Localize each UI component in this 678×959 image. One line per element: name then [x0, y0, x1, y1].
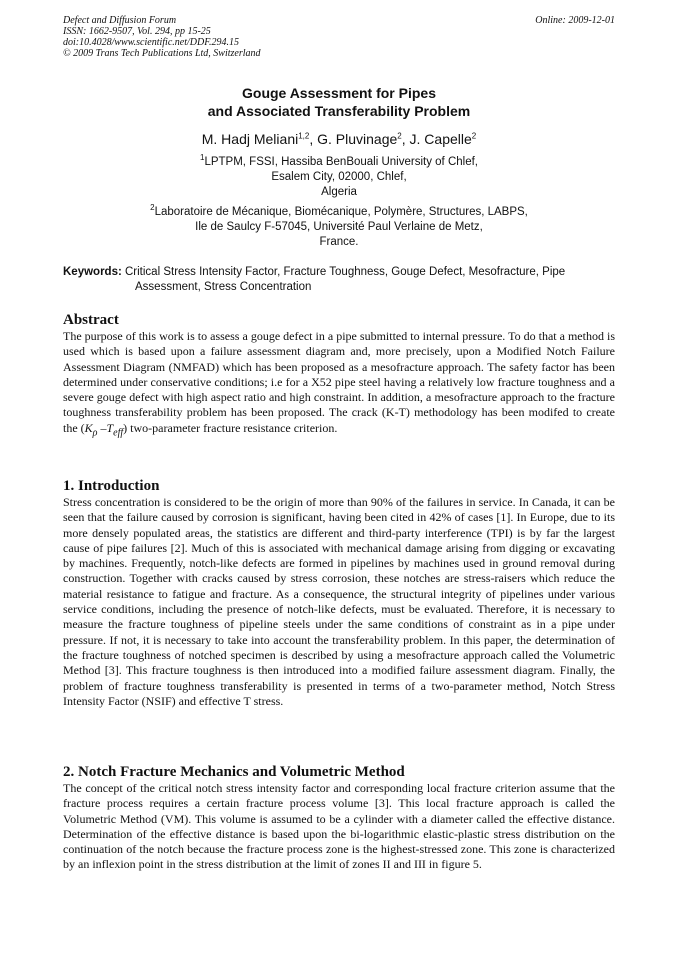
keywords-label: Keywords: [63, 266, 122, 278]
abstract-paragraph [63, 329, 615, 440]
affil-line: LPTPM, FSSI, Hassiba BenBouali University of Chlef, [204, 156, 478, 168]
affil-line: France. [319, 236, 359, 248]
affil-line: Esalem City, 02000, Chlef, [271, 171, 407, 183]
author-list [0, 130, 678, 148]
affiliation-1 [0, 155, 678, 200]
journal-doi: doi:10.4028/www.scientific.net/DDF.294.15 [63, 37, 240, 48]
abstract-section [63, 311, 615, 440]
affil-line: Laboratoire de Mécanique, Biomécanique, Polymère, Structures, LABPS, [154, 206, 528, 218]
equation-sub: ρ [92, 427, 98, 439]
journal-header [63, 15, 615, 59]
author-name: G. Pluvinage [317, 131, 398, 147]
notch-paragraph: The concept of the critical notch stress intensity factor and corresponding local fracture criterion assume that the fracture process requires a certain fracture process volume [3]. This local fracture approach is called the Volumetric Method (VM). This volume is assumed to be a cylinder with a diameter called the effective distance. Determination of the effective distance is based upon the bi-logarithmic elastic-plastic stress distribution on the continuation of the notch because the fracture process zone is the highest-stressed zone. This zone is characterized by an inflexion point in the stress distribution at the limit of zones II and III in figure 5. [63, 781, 615, 872]
keywords-text: Critical Stress Intensity Factor, Fracture Toughness, Gouge Defect, Mesofracture, Pipe [121, 266, 566, 278]
author-separator: , [309, 131, 318, 147]
author-separator: , [401, 131, 410, 147]
online-date: Online: 2009-12-01 [535, 15, 615, 26]
author-name: J. Capelle [409, 131, 472, 147]
author-affil-sup: 2 [471, 131, 477, 141]
affiliation-2 [0, 205, 678, 250]
affil-line: Algeria [321, 186, 357, 198]
affil-sup: 2 [150, 203, 155, 213]
journal-name: Defect and Diffusion Forum [63, 15, 177, 26]
equation-k: K [84, 420, 93, 435]
author-name: M. Hadj Meliani [201, 131, 299, 147]
equation-t: –T [97, 420, 114, 435]
introduction-paragraph: Stress concentration is considered to be the origin of more than 90% of the failures in service. In Canada, it can be seen that the failure caused by corrosion is significant, having been cited in 42% of cases [1]. In Europe, due to its more densely populated areas, the statistics are different and third-party interference (TPI) is by far the largest cause of pipe failures [2]. Much of this is associated with mechanical damage arising from digging or excavating by machines. Frequently, notch-like defects are formed in pipelines by machines used in ground removal during construction. Together with cracks caused by stress corrosion, these notches are stress-raisers which reduce the material resistance to fatigue and fracture. As a consequence, the structural integrity of pipelines under various service conditions, including the presence of notch-like defects, must be evaluated. Therefore, it is necessary to measure the fracture toughness of pipeline steels under the same conditions of constraint as in a pipe under pressure. If not, it is necessary to take into account the transferability problem. In this paper, the determination of the fracture toughness of notched specimen is described by using a mesofracture approach called the Volumetric Method [3]. This fracture toughness is then introduced into a modified failure assessment diagram. Finally, the problem of fracture toughness transferability is presented in terms of a two-parameter method, Notch Stress Intensity Factor (NSIF) and effective T stress. [63, 495, 615, 708]
author-affil-sup: 2 [397, 131, 402, 141]
abstract-text-end: ) two-parameter fracture resistance criterion. [123, 420, 338, 435]
title-line-2: and Associated Transferability Problem [207, 103, 471, 119]
section-heading: Abstract [63, 312, 119, 328]
equation-sub: eff [113, 427, 124, 439]
journal-issn: ISSN: 1662-9507, Vol. 294, pp 15-25 [63, 26, 211, 37]
section-heading: 2. Notch Fracture Mechanics and Volumetric Method [63, 764, 405, 780]
notch-mechanics-section [63, 763, 615, 873]
paper-title [0, 84, 678, 120]
journal-copyright: © 2009 Trans Tech Publications Ltd, Switzerland [63, 48, 261, 59]
introduction-section [63, 477, 615, 709]
affil-sup: 1 [199, 153, 205, 163]
section-heading: 1. Introduction [63, 478, 160, 494]
author-affil-sup: 1,2 [298, 131, 310, 141]
title-line-1: Gouge Assessment for Pipes [242, 85, 436, 101]
abstract-text: The purpose of this work is to assess a gouge defect in a pipe submitted to internal pressure. To do that a method is used which is based upon a failure assessment diagram and, more precisely, upon a Modified Notch Failure Assessment Diagram (NMFAD) which has been proposed as a mesofracture approach. The safety factor has been determined under conservative conditions; i.e for a X52 pipe steel having a relatively low fracture toughness and a severe gouge defect with high aspect ratio and high constraint. In addition, a mesofracture approach to the fracture toughness transferability problem has been proposed. The crack (K-T) methodology has been modifed to create the ( [63, 329, 615, 435]
keywords [63, 265, 615, 295]
keywords-text-continued: Assessment, Stress Concentration [135, 281, 312, 293]
affil-line: Ile de Saulcy F-57045, Université Paul Verlaine de Metz, [195, 221, 483, 233]
